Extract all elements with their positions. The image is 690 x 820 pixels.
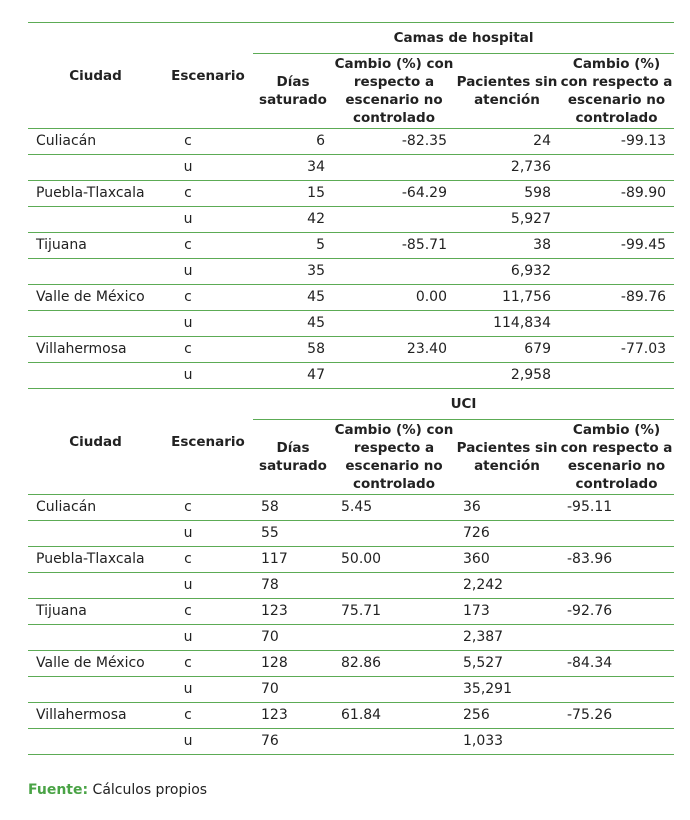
table-row	[28, 155, 674, 181]
cell-escenario: u	[163, 363, 253, 389]
cell-escenario: c	[163, 599, 253, 625]
cell-dias-saturado: 123	[253, 599, 333, 625]
cell-pacientes: 24	[455, 129, 559, 155]
cell-pacientes: 36	[455, 495, 559, 521]
cell-cambio: -85.71	[333, 233, 455, 259]
cell-dias-saturado: 117	[253, 547, 333, 573]
cell-ciudad: Culiacán	[28, 129, 163, 155]
cell-escenario: u	[163, 207, 253, 233]
cell-cambio-pacientes: -99.13	[559, 129, 674, 155]
table-row	[28, 181, 674, 207]
cell-escenario: u	[163, 311, 253, 337]
cell-cambio-pacientes: -89.90	[559, 181, 674, 207]
header-pacientes-sin-atencion-uci: Pacientes sin atención	[455, 420, 559, 495]
cell-dias-saturado: 70	[253, 625, 333, 651]
cell-cambio	[333, 311, 455, 337]
header-dias-saturado: Días saturado	[253, 54, 333, 129]
section1-body	[28, 129, 674, 389]
cell-pacientes: 35,291	[455, 677, 559, 703]
cell-pacientes: 679	[455, 337, 559, 363]
cell-cambio-pacientes	[559, 207, 674, 233]
cell-dias-saturado: 55	[253, 521, 333, 547]
cell-cambio-pacientes	[559, 259, 674, 285]
table-row	[28, 129, 674, 155]
section2-title: UCI	[253, 389, 674, 420]
cell-pacientes: 114,834	[455, 311, 559, 337]
section1-title: Camas de hospital	[253, 23, 674, 54]
cell-cambio-pacientes	[559, 677, 674, 703]
cell-pacientes: 2,736	[455, 155, 559, 181]
cell-cambio	[333, 207, 455, 233]
cell-dias-saturado: 42	[253, 207, 333, 233]
cell-pacientes: 173	[455, 599, 559, 625]
cell-dias-saturado: 45	[253, 285, 333, 311]
source-label: Fuente:	[28, 782, 89, 798]
cell-cambio-pacientes: -99.45	[559, 233, 674, 259]
table-row	[28, 337, 674, 363]
header-ciudad: Ciudad	[28, 23, 163, 129]
cell-escenario: c	[163, 285, 253, 311]
cell-cambio	[333, 521, 455, 547]
cell-pacientes: 726	[455, 521, 559, 547]
table-row	[28, 599, 674, 625]
cell-escenario: u	[163, 677, 253, 703]
cell-cambio: 61.84	[333, 703, 455, 729]
cell-escenario: u	[163, 521, 253, 547]
table-row	[28, 363, 674, 389]
cell-cambio	[333, 155, 455, 181]
cell-dias-saturado: 47	[253, 363, 333, 389]
cell-cambio-pacientes: -92.76	[559, 599, 674, 625]
cell-pacientes: 5,527	[455, 651, 559, 677]
cell-escenario: u	[163, 625, 253, 651]
cell-ciudad: Villahermosa	[28, 703, 163, 729]
data-table-container	[28, 22, 674, 755]
cell-cambio: 75.71	[333, 599, 455, 625]
cell-cambio	[333, 259, 455, 285]
cell-cambio-pacientes	[559, 155, 674, 181]
cell-ciudad: Valle de México	[28, 285, 163, 311]
header-cambio-uci: Cambio (%) con respecto a escenario no controlado	[333, 420, 455, 495]
cell-escenario: u	[163, 573, 253, 599]
cell-cambio-pacientes: -95.11	[559, 495, 674, 521]
cell-cambio	[333, 677, 455, 703]
cell-dias-saturado: 6	[253, 129, 333, 155]
cell-pacientes: 38	[455, 233, 559, 259]
cell-escenario: c	[163, 547, 253, 573]
cell-pacientes: 598	[455, 181, 559, 207]
cell-escenario: c	[163, 651, 253, 677]
cell-pacientes: 5,927	[455, 207, 559, 233]
header-dias-saturado-uci: Días saturado	[253, 420, 333, 495]
header-escenario-uci: Escenario	[163, 389, 253, 495]
table-row	[28, 677, 674, 703]
cell-dias-saturado: 70	[253, 677, 333, 703]
cell-cambio: 23.40	[333, 337, 455, 363]
table-row	[28, 233, 674, 259]
cell-cambio-pacientes	[559, 625, 674, 651]
cell-pacientes: 11,756	[455, 285, 559, 311]
cell-cambio	[333, 625, 455, 651]
cell-cambio-pacientes: -77.03	[559, 337, 674, 363]
cell-cambio	[333, 363, 455, 389]
table-row	[28, 521, 674, 547]
cell-pacientes: 6,932	[455, 259, 559, 285]
cell-cambio: 5.45	[333, 495, 455, 521]
cell-ciudad: Tijuana	[28, 233, 163, 259]
cell-escenario: u	[163, 155, 253, 181]
cell-escenario: c	[163, 181, 253, 207]
cell-escenario: c	[163, 337, 253, 363]
cell-dias-saturado: 78	[253, 573, 333, 599]
table-row	[28, 259, 674, 285]
cell-ciudad	[28, 573, 163, 599]
table-row	[28, 207, 674, 233]
table-row	[28, 311, 674, 337]
cell-cambio-pacientes: -89.76	[559, 285, 674, 311]
cell-pacientes: 2,242	[455, 573, 559, 599]
cell-cambio-pacientes	[559, 521, 674, 547]
cell-dias-saturado: 35	[253, 259, 333, 285]
cell-pacientes: 2,958	[455, 363, 559, 389]
cell-cambio-pacientes	[559, 573, 674, 599]
cell-cambio: 0.00	[333, 285, 455, 311]
cell-escenario: c	[163, 703, 253, 729]
cell-dias-saturado: 45	[253, 311, 333, 337]
cell-dias-saturado: 34	[253, 155, 333, 181]
cell-cambio: -64.29	[333, 181, 455, 207]
cell-escenario: c	[163, 233, 253, 259]
hospital-saturation-table	[28, 22, 674, 755]
cell-ciudad	[28, 677, 163, 703]
cell-dias-saturado: 5	[253, 233, 333, 259]
cell-cambio	[333, 729, 455, 755]
cell-cambio-pacientes: -83.96	[559, 547, 674, 573]
cell-pacientes: 360	[455, 547, 559, 573]
cell-cambio: 50.00	[333, 547, 455, 573]
cell-ciudad	[28, 363, 163, 389]
table-row	[28, 625, 674, 651]
section2-body	[28, 495, 674, 755]
cell-dias-saturado: 123	[253, 703, 333, 729]
cell-ciudad	[28, 729, 163, 755]
source-text: Cálculos propios	[92, 782, 208, 798]
cell-cambio-pacientes	[559, 311, 674, 337]
source-note	[28, 782, 207, 798]
table-row	[28, 703, 674, 729]
cell-escenario: u	[163, 729, 253, 755]
cell-cambio	[333, 573, 455, 599]
cell-dias-saturado: 76	[253, 729, 333, 755]
cell-ciudad: Villahermosa	[28, 337, 163, 363]
cell-cambio-pacientes	[559, 729, 674, 755]
cell-dias-saturado: 128	[253, 651, 333, 677]
header-pacientes-sin-atencion: Pacientes sin atención	[455, 54, 559, 129]
cell-cambio-pacientes	[559, 363, 674, 389]
cell-cambio: -82.35	[333, 129, 455, 155]
table-row	[28, 651, 674, 677]
cell-ciudad	[28, 207, 163, 233]
cell-pacientes: 1,033	[455, 729, 559, 755]
cell-dias-saturado: 58	[253, 495, 333, 521]
cell-ciudad	[28, 259, 163, 285]
table-row	[28, 285, 674, 311]
cell-ciudad: Puebla-Tlaxcala	[28, 181, 163, 207]
table-row	[28, 573, 674, 599]
section1-title-row	[28, 23, 674, 54]
section2-title-row	[28, 389, 674, 420]
cell-escenario: u	[163, 259, 253, 285]
header-cambio-pacientes-uci: Cambio (%) con respecto a escenario no controlado	[559, 420, 674, 495]
cell-ciudad: Culiacán	[28, 495, 163, 521]
cell-pacientes: 2,387	[455, 625, 559, 651]
cell-ciudad	[28, 625, 163, 651]
cell-dias-saturado: 58	[253, 337, 333, 363]
cell-ciudad	[28, 311, 163, 337]
cell-ciudad: Puebla-Tlaxcala	[28, 547, 163, 573]
table-row	[28, 495, 674, 521]
cell-escenario: c	[163, 495, 253, 521]
cell-cambio: 82.86	[333, 651, 455, 677]
cell-ciudad: Valle de México	[28, 651, 163, 677]
header-cambio-pacientes: Cambio (%) con respecto a escenario no controlado	[559, 54, 674, 129]
cell-dias-saturado: 15	[253, 181, 333, 207]
cell-cambio-pacientes: -75.26	[559, 703, 674, 729]
table-row	[28, 729, 674, 755]
cell-ciudad	[28, 155, 163, 181]
cell-cambio-pacientes: -84.34	[559, 651, 674, 677]
cell-pacientes: 256	[455, 703, 559, 729]
header-escenario: Escenario	[163, 23, 253, 129]
cell-ciudad: Tijuana	[28, 599, 163, 625]
cell-ciudad	[28, 521, 163, 547]
header-ciudad-uci: Ciudad	[28, 389, 163, 495]
table-row	[28, 547, 674, 573]
header-cambio-camas: Cambio (%) con respecto a escenario no controlado	[333, 54, 455, 129]
cell-escenario: c	[163, 129, 253, 155]
